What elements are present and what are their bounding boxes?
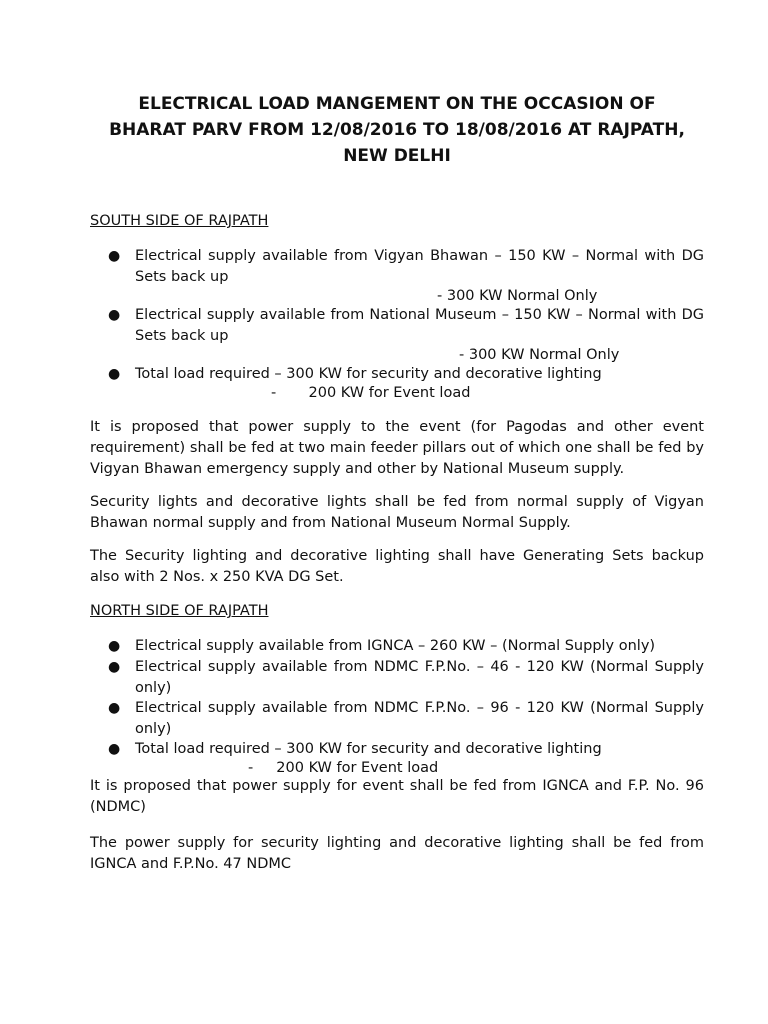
south-event-load-note: - 200 KW for Event load: [271, 385, 471, 401]
south-paragraph-feeder-pillars: It is proposed that power supply to the event (for Pagodas and other event requirement) shall be fed at two main feeder pillars out of which one shall be fed by Vigyan Bhawan emergency supply and other by National Museum supply.: [90, 419, 704, 477]
south-bullet-vigyan-bhawan: Electrical supply available from Vigyan Bhawan – 150 KW – Normal with DG Sets back up: [135, 248, 704, 285]
south-bullet-total-load: Total load required – 300 KW for security and decorative lighting: [135, 366, 602, 382]
document-title: [90, 91, 704, 169]
south-side-heading: SOUTH SIDE OF RAJPATH: [90, 213, 269, 229]
bullet-icon: ●: [108, 307, 121, 323]
bullet-icon: ●: [108, 659, 121, 675]
north-side-heading: NORTH SIDE OF RAJPATH: [90, 603, 269, 619]
bullet-icon: ●: [108, 638, 121, 654]
south-vigyan-normal-note: - 300 KW Normal Only: [437, 288, 598, 304]
bullet-icon: ●: [108, 248, 121, 264]
north-bullet-ndmc-96: Electrical supply available from NDMC F.P.No. – 96 - 120 KW (Normal Supply only): [135, 700, 704, 737]
north-paragraph-event-supply: It is proposed that power supply for event shall be fed from IGNCA and F.P. No. 96 (NDMC): [90, 778, 704, 815]
north-paragraph-security-lighting: The power supply for security lighting and decorative lighting shall be fed from IGNCA and F.P.No. 47 NDMC: [90, 835, 704, 872]
north-event-load-note: - 200 KW for Event load: [248, 760, 439, 776]
north-bullet-ndmc-46: Electrical supply available from NDMC F.P.No. – 46 - 120 KW (Normal Supply only): [135, 659, 704, 696]
south-museum-normal-note: - 300 KW Normal Only: [459, 347, 620, 363]
title-line-3: NEW DELHI: [343, 146, 451, 166]
north-bullet-total-load: Total load required – 300 KW for security and decorative lighting: [135, 741, 602, 757]
south-paragraph-dg-backup: The Security lighting and decorative lighting shall have Generating Sets backup also with 2 Nos. x 250 KVA DG Set.: [90, 548, 704, 585]
south-bullet-national-museum: Electrical supply available from National Museum – 150 KW – Normal with DG Sets back up: [135, 307, 704, 344]
bullet-icon: ●: [108, 741, 121, 757]
north-bullet-ignca: Electrical supply available from IGNCA – 260 KW – (Normal Supply only): [135, 638, 656, 654]
bullet-icon: ●: [108, 700, 121, 716]
title-line-1: ELECTRICAL LOAD MANGEMENT ON THE OCCASION OF: [138, 94, 656, 114]
south-paragraph-security-lights: Security lights and decorative lights shall be fed from normal supply of Vigyan Bhawan normal supply and from National Museum Normal Supply.: [90, 494, 704, 531]
bullet-icon: ●: [108, 366, 121, 382]
title-line-2: BHARAT PARV FROM 12/08/2016 TO 18/08/2016 AT RAJPATH,: [109, 120, 685, 140]
